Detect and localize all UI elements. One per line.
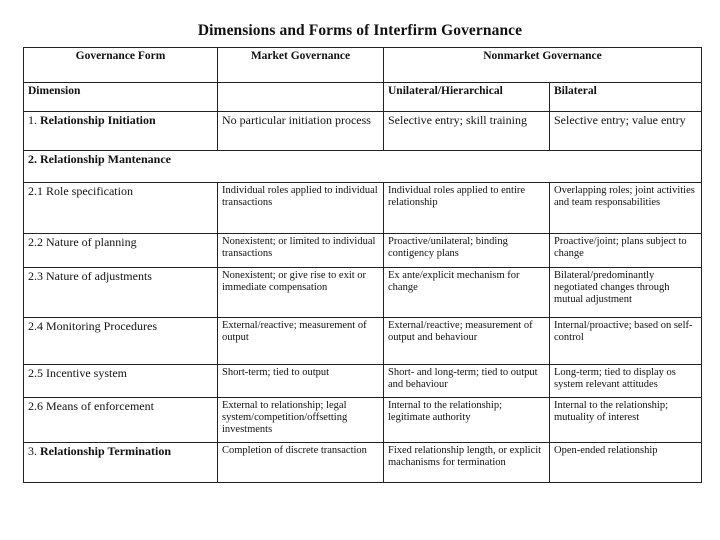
cell-market: Completion of discrete transaction (218, 443, 384, 483)
table-row (24, 151, 702, 183)
table-row (24, 268, 702, 318)
cell-bilateral: Selective entry; value entry (550, 112, 702, 151)
cell-unilateral: Proactive/unilateral; binding contigency plans (384, 234, 550, 268)
cell-unilateral: Internal to the relationship; legitimate authority (384, 398, 550, 443)
cell-unilateral: External/reactive; measurement of output and behaviour (384, 318, 550, 365)
cell-bilateral: Open-ended relationship (550, 443, 702, 483)
table-row (24, 443, 702, 483)
cell-unilateral: Selective entry; skill training (384, 112, 550, 151)
section-maintenance: 2. Relationship Mantenance (24, 151, 702, 183)
dimension-unilateral: Unilateral/Hierarchical (384, 83, 550, 112)
table-row (24, 398, 702, 443)
header-row (24, 48, 702, 83)
table-title: Dimensions and Forms of Interfirm Governance (197, 22, 523, 39)
header-market-governance: Market Governance (218, 48, 384, 83)
row-label-text: Relationship Termination (40, 444, 172, 458)
governance-table (23, 47, 702, 483)
cell-market: Short-term; tied to output (218, 365, 384, 398)
cell-bilateral: Internal to the relationship; mutuality of interest (550, 398, 702, 443)
row-label: 2.4 Monitoring Procedures (24, 318, 218, 365)
row-label-text: Relationship Initiation (40, 113, 156, 127)
cell-market: Individual roles applied to individual transactions (218, 183, 384, 234)
cell-bilateral: Bilateral/predominantly negotiated changes through mutual adjustment (550, 268, 702, 318)
table-row (24, 365, 702, 398)
cell-unilateral: Individual roles applied to entire relationship (384, 183, 550, 234)
row-label: 2.5 Incentive system (24, 365, 218, 398)
table-row (24, 183, 702, 234)
row-label: 2.3 Nature of adjustments (24, 268, 218, 318)
table-row (24, 318, 702, 365)
table-row (24, 234, 702, 268)
cell-market: No particular initiation process (218, 112, 384, 151)
row-label: 2.6 Means of enforcement (24, 398, 218, 443)
header-governance-form: Governance Form (24, 48, 218, 83)
cell-market: Nonexistent; or give rise to exit or immediate compensation (218, 268, 384, 318)
cell-market: External to relationship; legal system/competition/offsetting investments (218, 398, 384, 443)
cell-unilateral: Short- and long-term; tied to output and behaviour (384, 365, 550, 398)
cell-market: Nonexistent; or limited to individual transactions (218, 234, 384, 268)
row-label: 2.1 Role specification (24, 183, 218, 234)
cell-market: External/reactive; measurement of output (218, 318, 384, 365)
dimension-label: Dimension (24, 83, 218, 112)
dimension-row (24, 83, 702, 112)
row-label: 1. Relationship Initiation (24, 112, 218, 151)
dimension-market (218, 83, 384, 112)
cell-unilateral: Fixed relationship length, or explicit machanisms for termination (384, 443, 550, 483)
row-label: 3. Relationship Termination (24, 443, 218, 483)
table-row (24, 112, 702, 151)
cell-unilateral: Ex ante/explicit mechanism for change (384, 268, 550, 318)
cell-bilateral: Overlapping roles; joint activities and team responsabilities (550, 183, 702, 234)
cell-bilateral: Internal/proactive; based on self-control (550, 318, 702, 365)
row-label: 2.2 Nature of planning (24, 234, 218, 268)
dimension-bilateral: Bilateral (550, 83, 702, 112)
cell-bilateral: Long-term; tied to display os system relevant attitudes (550, 365, 702, 398)
cell-bilateral: Proactive/joint; plans subject to change (550, 234, 702, 268)
header-nonmarket-governance: Nonmarket Governance (384, 48, 702, 83)
